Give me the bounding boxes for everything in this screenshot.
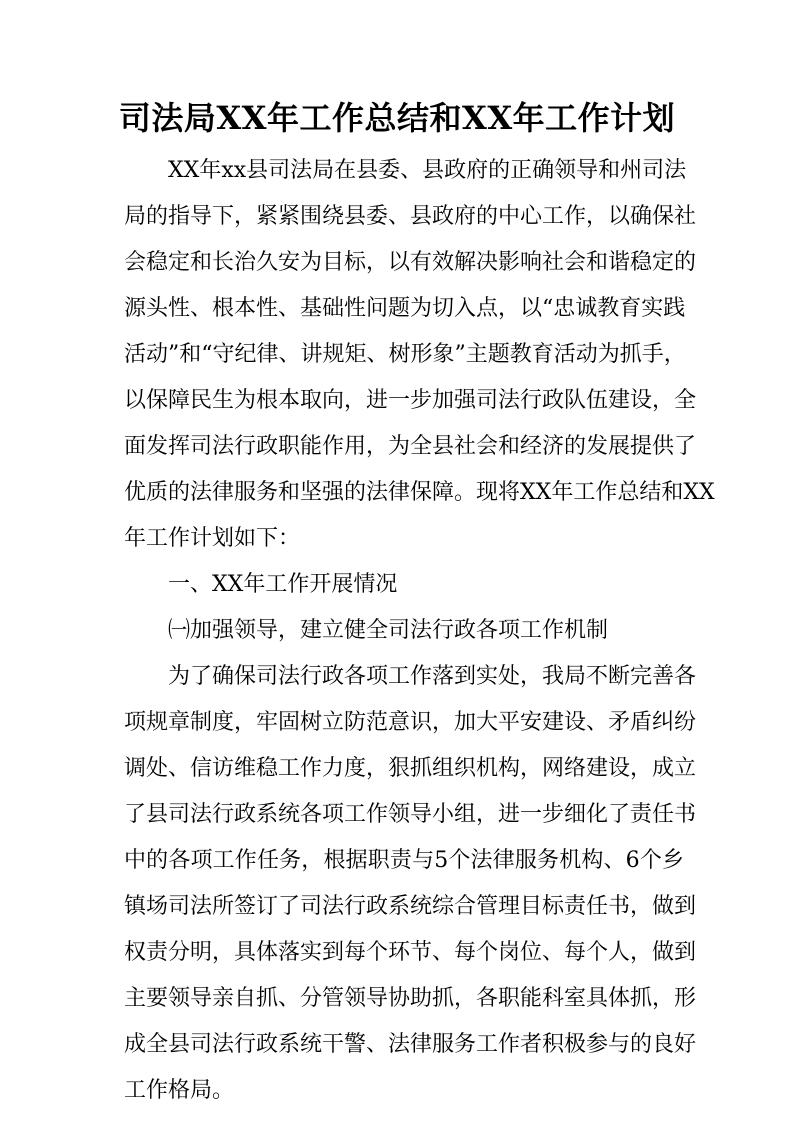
paragraph-line: 会稳定和长治久安为目标，以有效解决影响社会和谐稳定的 (124, 250, 697, 275)
paragraph-line: 源头性、根本性、基础性问题为切入点，以“忠诚教育实践 (124, 296, 686, 321)
paragraph-line: 中的各项工作任务，根据职责与5个法律服务机构、6个乡 (124, 848, 684, 873)
paragraph-line: XX年xx县司法局在县委、县政府的正确领导和州司法 (168, 158, 687, 183)
paragraph-line: 权责分明，具体落实到每个环节、每个岗位、每个人，做到 (124, 940, 697, 965)
paragraph-line: 成全县司法行政系统干警、法律服务工作者积极参与的良好 (124, 1032, 697, 1057)
paragraph-line: 了县司法行政系统各项工作领导小组，进一步细化了责任书 (124, 802, 697, 827)
paragraph-line: 局的指导下，紧紧围绕县委、县政府的中心工作，以确保社 (124, 204, 697, 229)
paragraph-line: 以保障民生为根本取向，进一步加强司法行政队伍建设，全 (124, 388, 697, 413)
document-title: 司法局XX年工作总结和XX年工作计划 (118, 99, 676, 137)
paragraph-line: 活动”和“守纪律、讲规矩、树形象”主题教育活动为抓手， (124, 342, 686, 367)
section-heading: 一、XX年工作开展情况 (168, 572, 398, 597)
paragraph-line: 镇场司法所签订了司法行政系统综合管理目标责任书，做到 (124, 894, 697, 919)
paragraph-line: 为了确保司法行政各项工作落到实处，我局不断完善各 (168, 664, 697, 689)
paragraph-line: 面发挥司法行政职能作用，为全县社会和经济的发展提供了 (124, 434, 697, 459)
paragraph-line: 项规章制度，牢固树立防范意识，加大平安建设、矛盾纠纷 (124, 710, 697, 735)
document-body (124, 148, 715, 1114)
paragraph-line: 调处、信访维稳工作力度，狠抓组织机构，网络建设，成立 (124, 756, 697, 781)
subsection-heading: ㈠加强领导，建立健全司法行政各项工作机制 (168, 618, 609, 643)
paragraph-line: 年工作计划如下： (124, 526, 301, 551)
paragraph-line: 优质的法律服务和坚强的法律保障。现将XX年工作总结和XX (124, 480, 715, 505)
paragraph-line: 工作格局。 (124, 1078, 235, 1103)
paragraph-line: 主要领导亲自抓、分管领导协助抓，各职能科室具体抓，形 (124, 986, 697, 1011)
